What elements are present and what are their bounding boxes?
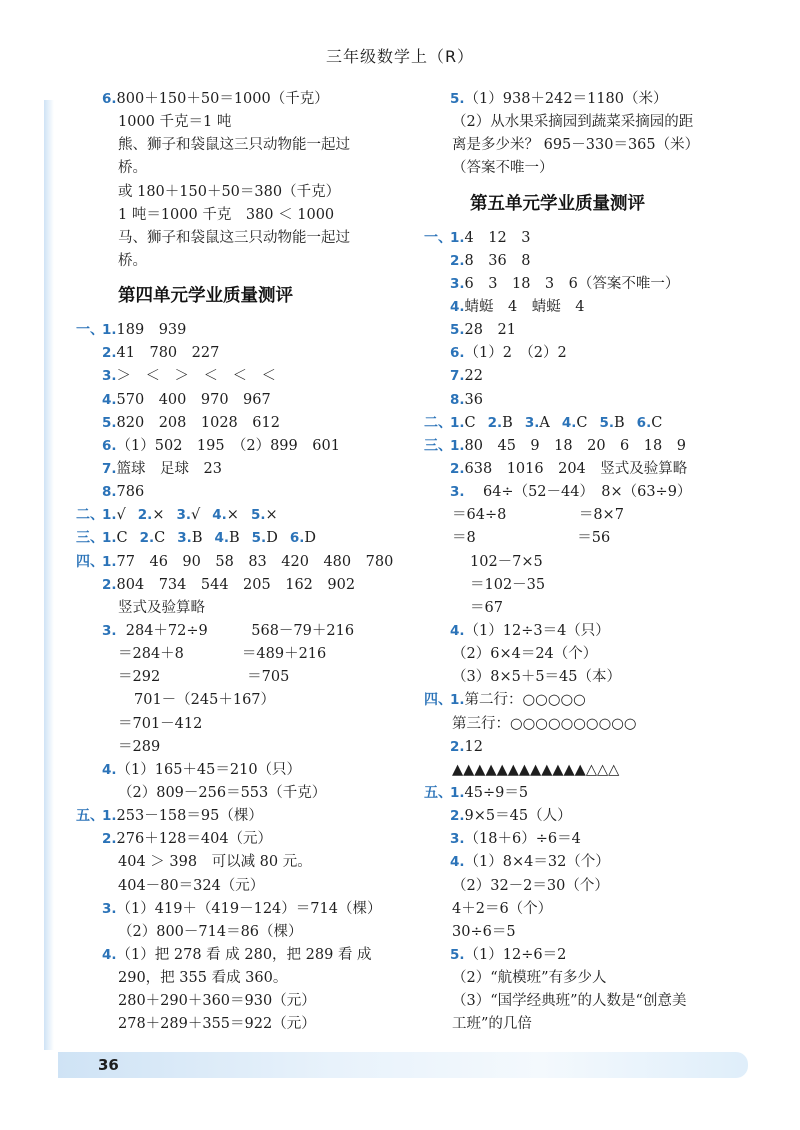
answer-text: （1）502 195 （2）899 601 xyxy=(116,437,340,454)
answer-text: × xyxy=(226,507,239,524)
answer-line: 278＋289＋355＝922（元） xyxy=(118,1016,316,1033)
answer-line: 404－80＝324（元） xyxy=(118,877,265,894)
answer-text: 6 3 18 3 6（答案不唯一） xyxy=(464,275,680,292)
answer-text: B xyxy=(229,530,240,547)
question-number: 7. xyxy=(102,460,117,477)
answer-text: 41 780 227 xyxy=(116,345,220,362)
answer-text: （1）12÷6＝2 xyxy=(464,946,567,963)
page-header: 三年级数学上（R） xyxy=(325,47,475,66)
answer-item xyxy=(66,481,411,504)
answer-text: × xyxy=(152,507,165,524)
answer-line: ＝284＋8 ＝489＋216 xyxy=(118,646,327,663)
section-marker: 四、 xyxy=(424,692,452,709)
answer-text: B xyxy=(614,414,625,431)
question-number: 3. xyxy=(450,275,465,292)
answer-item xyxy=(418,273,738,296)
answer-text: 篮球 足球 23 xyxy=(116,460,222,477)
section-marker: 三、 xyxy=(424,437,452,454)
answer-text: 8 36 8 xyxy=(464,252,531,269)
question-number: 2. xyxy=(139,530,155,547)
answer-line: 竖式及验算略 xyxy=(118,599,205,616)
answer-line: 1000 千克＝1 吨 xyxy=(118,114,232,131)
answer-line: ＝102－35 xyxy=(470,576,546,593)
section-marker: 五、 xyxy=(76,808,104,825)
answer-text: B xyxy=(502,414,513,431)
question-number: 1. xyxy=(450,414,465,431)
answer-text: A xyxy=(539,414,550,431)
left-margin-strip xyxy=(44,100,54,1050)
answer-item xyxy=(66,504,411,527)
answer-item xyxy=(66,365,411,388)
answer-item xyxy=(418,736,738,759)
question-number: 6. xyxy=(102,437,117,454)
answer-text: × xyxy=(265,507,278,524)
answer-line: 30÷6＝5 xyxy=(452,923,516,940)
question-number: 1. xyxy=(450,784,465,801)
question-number: 6. xyxy=(102,91,117,107)
question-number: 1. xyxy=(102,530,117,547)
answer-text: （1）165＋45＝210（只） xyxy=(116,761,302,778)
answer-line: （2）809－256＝553（千克） xyxy=(118,784,327,801)
answer-text: 284＋72÷9 568－79＋216 xyxy=(116,622,355,639)
answer-item xyxy=(418,435,738,458)
answer-text: （1）938＋242＝1180（米） xyxy=(464,91,668,107)
answer-item xyxy=(66,620,411,643)
answer-line: 桥。 xyxy=(118,160,147,177)
question-number: 4. xyxy=(214,530,229,547)
question-number: 3. xyxy=(450,831,465,848)
answer-item xyxy=(66,412,411,435)
question-number: 1. xyxy=(102,507,117,524)
answer-text: 12 xyxy=(464,738,483,755)
question-number: 5. xyxy=(251,530,267,547)
answer-text: 22 xyxy=(464,368,483,385)
question-number: 3. xyxy=(524,414,540,431)
question-number: 3. xyxy=(176,507,191,524)
answer-line: （2）6×4＝24（个） xyxy=(452,646,598,663)
answer-text: √ xyxy=(191,507,201,524)
question-number: 8. xyxy=(450,391,465,408)
answer-text: （1）419＋（419－124）＝714（棵） xyxy=(116,900,382,917)
answer-text: 820 208 1028 612 xyxy=(116,414,280,431)
answer-item xyxy=(418,944,738,967)
answer-line: 马、狮子和袋鼠这三只动物能一起过 xyxy=(118,229,350,246)
answer-line: 1 吨＝1000 千克 380 ＜ 1000 xyxy=(118,206,335,223)
section-marker: 四、 xyxy=(76,553,104,570)
left-column xyxy=(66,88,411,1036)
answer-item xyxy=(66,435,411,458)
answer-text: 蜻蜓 4 蜻蜓 4 xyxy=(464,298,585,315)
answer-text: ＞ ＜ ＞ ＜ ＜ ＜ xyxy=(116,368,277,385)
answer-line: 熊、狮子和袋鼠这三只动物能一起过 xyxy=(118,137,350,154)
answer-item xyxy=(418,805,738,828)
answer-item xyxy=(418,782,738,805)
answer-item xyxy=(66,389,411,412)
section-title: 第四单元学业质量测评 xyxy=(118,286,293,307)
answer-item xyxy=(418,689,738,712)
answer-text: （1）12÷3＝4（只） xyxy=(464,622,610,639)
answer-line: 290，把 355 看成 360。 xyxy=(118,970,288,987)
question-number: 4. xyxy=(450,298,465,315)
question-number: 4. xyxy=(450,854,465,871)
answer-item xyxy=(66,342,411,365)
answer-text: 80 45 9 18 20 6 18 9 xyxy=(464,437,686,454)
answer-text: √ xyxy=(116,507,126,524)
question-number: 1. xyxy=(102,322,117,339)
question-number: 3. xyxy=(102,622,117,639)
question-number: 5. xyxy=(450,91,465,107)
question-number: 5. xyxy=(102,414,117,431)
answer-text: 45÷9＝5 xyxy=(464,784,529,801)
answer-text: 804 734 544 205 162 902 xyxy=(116,576,356,593)
answer-item xyxy=(66,551,411,574)
section-marker: 五、 xyxy=(424,784,452,801)
footer-band xyxy=(58,1052,748,1078)
question-number: 1. xyxy=(450,229,465,246)
answer-text: 28 21 xyxy=(464,322,516,339)
answer-text: 77 46 90 58 83 420 480 780 xyxy=(116,553,394,570)
answer-line: ＝64÷8 ＝8×7 xyxy=(452,507,624,524)
answer-item xyxy=(418,342,738,365)
answer-line: ＝67 xyxy=(470,599,503,616)
answer-item xyxy=(66,458,411,481)
answer-item xyxy=(66,574,411,597)
answer-item xyxy=(66,88,411,111)
answer-line: 4＋2＝6（个） xyxy=(452,900,553,917)
answer-text: 64÷（52－44） 8×（63÷9） xyxy=(464,484,692,501)
answer-text: 786 xyxy=(116,484,145,501)
answer-item xyxy=(418,412,738,435)
question-number: 4. xyxy=(212,507,227,524)
page-number: 36 xyxy=(98,1056,119,1074)
question-number: 2. xyxy=(102,831,117,848)
answer-text: C xyxy=(576,414,588,431)
answer-line: 离是多少米？ 695－330＝365（米） xyxy=(452,137,700,154)
question-number: 2. xyxy=(102,576,117,593)
question-number: 5. xyxy=(250,507,266,524)
answer-text: 638 1016 204 竖式及验算略 xyxy=(464,460,688,477)
answer-item xyxy=(418,250,738,273)
answer-text: 36 xyxy=(464,391,483,408)
answer-text: 276＋128＝404（元） xyxy=(116,831,273,848)
right-column xyxy=(418,88,738,1036)
answer-line: （3）8×5＋5＝45（本） xyxy=(452,669,622,686)
question-number: 2. xyxy=(450,808,465,825)
answer-line: ＝289 xyxy=(118,738,161,755)
answer-line: （2）“航模班”有多少人 xyxy=(452,970,607,987)
answer-line: （2）800－714＝86（棵） xyxy=(118,923,303,940)
question-number: 2. xyxy=(137,507,153,524)
answer-text: C xyxy=(651,414,663,431)
answer-text: （1）2 （2）2 xyxy=(464,345,567,362)
answer-text: C xyxy=(464,414,476,431)
question-number: 6. xyxy=(289,530,305,547)
question-number: 3. xyxy=(177,530,192,547)
answer-line: ＝292 ＝705 xyxy=(118,669,290,686)
answer-text: 第二行：○○○○○ xyxy=(464,692,586,709)
section-marker: 一、 xyxy=(76,322,104,339)
answer-item xyxy=(418,319,738,342)
answer-line: （2）从水果采摘园到蔬菜采摘园的距 xyxy=(452,114,694,131)
answer-text: B xyxy=(191,530,203,547)
answer-text: 9×5＝45（人） xyxy=(464,808,572,825)
question-number: 7. xyxy=(450,368,465,385)
question-number: 2. xyxy=(102,345,117,362)
section-marker: 三、 xyxy=(76,530,104,547)
answer-text: 253－158＝95（棵） xyxy=(116,808,263,825)
answer-line: 280＋290＋360＝930（元） xyxy=(118,993,316,1010)
question-number: 4. xyxy=(102,946,117,963)
answer-line: 404 ＞ 398 可以减 80 元。 xyxy=(118,854,312,871)
answer-text: （1）把 278 看 成 280，把 289 看 成 xyxy=(116,946,372,963)
answer-item xyxy=(66,527,411,550)
answer-text: （18＋6）÷6＝4 xyxy=(464,831,581,848)
question-number: 6. xyxy=(636,414,652,431)
answer-text: 4 12 3 xyxy=(464,229,531,246)
answer-text: C xyxy=(154,530,166,547)
answer-item xyxy=(418,389,738,412)
answer-item xyxy=(66,828,411,851)
answer-line: 桥。 xyxy=(118,252,147,269)
answer-line: ＝701－412 xyxy=(118,715,203,732)
answer-item xyxy=(418,365,738,388)
question-number: 3. xyxy=(102,900,117,917)
question-number: 1. xyxy=(102,808,117,825)
answer-text: 189 939 xyxy=(116,322,187,339)
section-title: 第五单元学业质量测评 xyxy=(470,193,645,214)
question-number: 5. xyxy=(599,414,615,431)
answer-line: 或 180＋150＋50＝380（千克） xyxy=(118,183,341,200)
answer-item xyxy=(418,851,738,874)
question-number: 4. xyxy=(450,622,465,639)
question-number: 2. xyxy=(487,414,503,431)
question-number: 8. xyxy=(102,484,117,501)
section-marker: 二、 xyxy=(76,507,104,524)
question-number: 6. xyxy=(450,345,465,362)
answer-item xyxy=(66,944,411,967)
answer-line: 102－7×5 xyxy=(470,553,543,570)
section-marker: 二、 xyxy=(424,414,452,431)
question-number: 1. xyxy=(450,437,465,454)
question-number: 1. xyxy=(450,692,465,709)
answer-text: 570 400 970 967 xyxy=(116,391,271,408)
question-number: 4. xyxy=(102,761,117,778)
answer-line: ▲▲▲▲▲▲▲▲▲▲▲▲△△△ xyxy=(452,761,620,778)
section-marker: 一、 xyxy=(424,229,452,246)
answer-item xyxy=(66,805,411,828)
question-number: 2. xyxy=(450,252,465,269)
answer-line: ＝8 ＝56 xyxy=(452,530,611,547)
answer-item xyxy=(418,296,738,319)
answer-item xyxy=(418,481,738,504)
answer-text: （1）8×4＝32（个） xyxy=(464,854,610,871)
answer-item xyxy=(66,759,411,782)
answer-item xyxy=(418,620,738,643)
answer-item xyxy=(418,88,738,111)
answer-item xyxy=(418,458,738,481)
answer-item xyxy=(66,319,411,342)
answer-line: （2）32－2＝30（个） xyxy=(452,877,609,894)
question-number: 3. xyxy=(450,484,465,501)
question-number: 2. xyxy=(450,460,465,477)
question-number: 5. xyxy=(450,322,465,339)
question-number: 2. xyxy=(450,738,465,755)
answer-item xyxy=(66,898,411,921)
answer-text: D xyxy=(304,530,316,547)
answer-line: 工班”的几倍 xyxy=(452,1016,532,1033)
question-number: 4. xyxy=(102,391,117,408)
answer-item xyxy=(418,227,738,250)
answer-text: 800＋150＋50＝1000（千克） xyxy=(116,91,329,107)
answer-line: （答案不唯一） xyxy=(452,160,554,177)
answer-line: 701－（245＋167） xyxy=(134,692,276,709)
answer-item xyxy=(418,828,738,851)
answer-line: 第三行：○○○○○○○○○○ xyxy=(452,715,637,732)
answer-line: （3）“国学经典班”的人数是“创意美 xyxy=(452,993,687,1010)
question-number: 1. xyxy=(102,553,117,570)
answer-text: C xyxy=(116,530,128,547)
answer-text: D xyxy=(266,530,278,547)
question-number: 4. xyxy=(561,414,577,431)
question-number: 3. xyxy=(102,368,117,385)
question-number: 5. xyxy=(450,946,465,963)
